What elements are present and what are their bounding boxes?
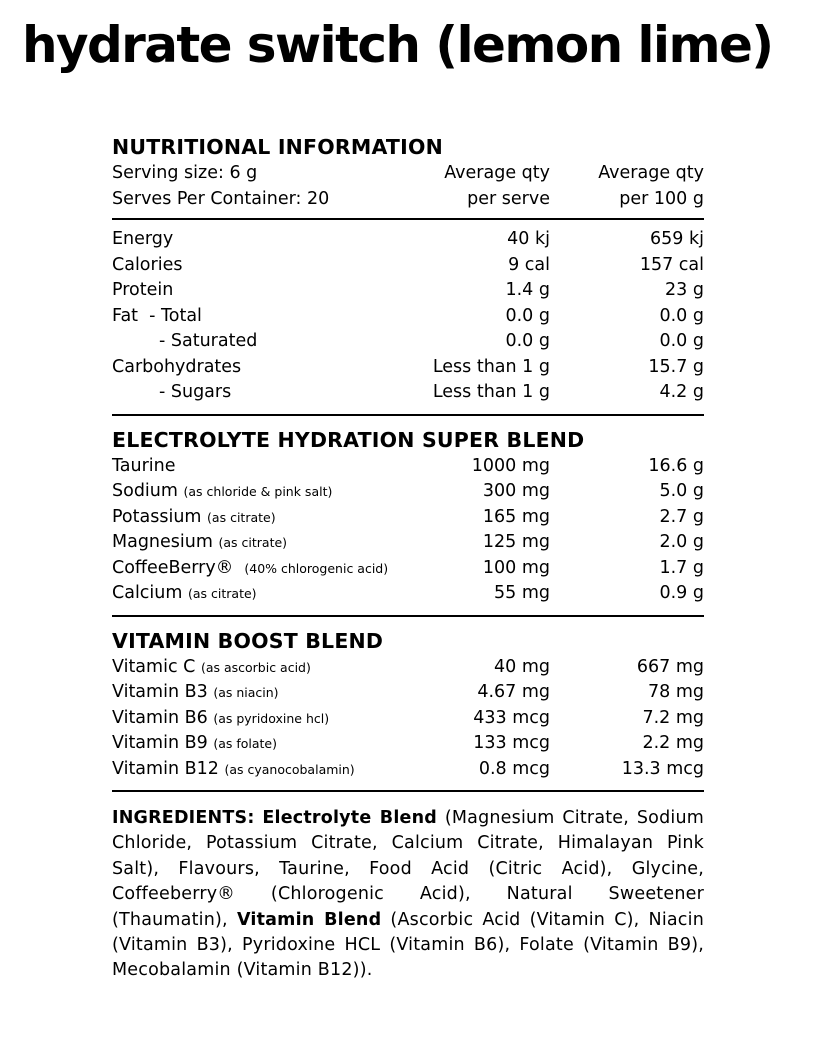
per-100-value: 2.0 g — [659, 532, 704, 552]
vitamin-name-cell — [112, 680, 412, 706]
per-serve-value: 433 mcg — [473, 707, 550, 728]
nutrition-heading: NUTRITIONAL INFORMATION — [112, 135, 443, 159]
divider — [112, 218, 704, 220]
vitamin-blend-label: Vitamin Blend — [236, 909, 382, 930]
per-100-value: 0.0 g — [659, 305, 704, 326]
product-title: hydrate switch (lemon lime) — [22, 16, 773, 74]
per-serve-value: 165 mg — [482, 506, 550, 527]
ingredient-name: Taurine — [112, 455, 176, 476]
vitamin-name-cell — [112, 706, 412, 732]
col-per-serve-line2: per serve — [467, 188, 550, 209]
table-row — [112, 706, 704, 732]
vitamin-name-cell — [112, 731, 412, 757]
ingredient-name-cell — [112, 454, 412, 480]
vitamin-name: Vitamin B12 — [112, 758, 219, 779]
ingredient-name: Sodium — [112, 481, 178, 501]
vitamin-name: Vitamin B6 — [112, 707, 208, 728]
per-serve-value: 1000 mg — [471, 455, 550, 476]
per-serve-value: 4.67 mg — [477, 682, 550, 702]
per-100-value: 2.7 g — [659, 506, 704, 527]
vitamin-name-cell — [112, 655, 412, 681]
per-serve-value: 0.0 g — [505, 331, 550, 351]
divider — [112, 615, 704, 617]
per-100-value: 0.0 g — [659, 331, 704, 351]
vitamin-blend-text: (Ascorbic Acid (Vitamin C), Niacin (Vitamin B3), Pyridoxine HCL (Vitamin B6), Folate (Vitamin B9), Mecobalamin (Vitamin B12)). — [112, 909, 704, 981]
per-serve-value: 300 mg — [482, 481, 550, 501]
per-100-value: 23 g — [665, 280, 704, 300]
ingredient-name-cell — [112, 505, 412, 531]
ingredients-paragraph — [112, 806, 704, 984]
table-row — [112, 278, 704, 304]
vitamin-note: (as cyanocobalamin) — [224, 761, 355, 777]
electrolyte-blend-text: (Magnesium Citrate, Sodium Chloride, Potassium Citrate, Calcium Citrate, Himalayan Pink Salt), Flavours, Taurine, Food Acid (Citric Acid), Glycine, Coffeeberry® (Chlorogenic Acid), Natural Sweetener (Thaumatin), — [112, 808, 704, 930]
table-row — [112, 680, 704, 706]
electrolyte-heading: ELECTROLYTE HYDRATION SUPER BLEND — [112, 427, 585, 452]
vitamin-note: (as ascorbic acid) — [200, 659, 311, 675]
vitamin-note: (as niacin) — [213, 685, 279, 700]
per-100-value: 0.9 g — [659, 583, 704, 603]
per-serve-value: 133 mcg — [473, 733, 550, 753]
ingredient-name: CoffeeBerry® — [112, 557, 234, 578]
nutrient-name: Energy — [112, 229, 174, 249]
ingredient-note: (as citrate) — [188, 586, 257, 601]
table-row — [112, 479, 704, 505]
per-100-value: 4.2 g — [659, 382, 704, 402]
per-100-value: 1.7 g — [659, 557, 704, 578]
per-100-value: 157 cal — [639, 254, 704, 275]
vitamin-name: Vitamin B9 — [112, 733, 208, 753]
table-row — [112, 227, 704, 253]
per-100-value: 15.7 g — [648, 356, 704, 377]
nutrient-name: - Saturated — [159, 331, 258, 351]
serving-size: Serving size: 6 g — [112, 163, 258, 183]
vitamin-note: (as folate) — [213, 736, 277, 751]
nutrient-name: Calories — [112, 254, 183, 275]
ingredient-name: Potassium — [112, 506, 202, 527]
per-100-value: 5.0 g — [659, 481, 704, 501]
ingredient-note: (40% chlorogenic acid) — [244, 560, 389, 576]
per-serve-value: Less than 1 g — [432, 356, 550, 377]
vitamin-heading: VITAMIN BOOST BLEND — [112, 628, 384, 653]
table-row — [112, 454, 704, 480]
per-100-value: 78 mg — [648, 682, 704, 702]
ingredient-name-cell — [112, 556, 412, 582]
table-row — [112, 304, 704, 330]
nutrient-name: Carbohydrates — [112, 356, 242, 377]
table-row — [112, 355, 704, 381]
per-serve-value: 100 mg — [482, 557, 550, 578]
nutrient-name: Fat - Total — [112, 305, 202, 326]
table-row — [112, 581, 704, 607]
table-row — [112, 329, 704, 355]
table-row — [112, 530, 704, 556]
per-100-value: 7.2 mg — [642, 707, 704, 728]
serves-per-container-row — [112, 187, 704, 213]
per-100-value: 667 mg — [636, 656, 704, 677]
serves-per-container: Serves Per Container: 20 — [112, 188, 330, 209]
per-serve-value: 9 cal — [508, 254, 550, 275]
per-serve-value: 1.4 g — [505, 280, 550, 300]
ingredient-note: (as citrate) — [207, 509, 276, 525]
table-row — [112, 731, 704, 757]
per-100-value: 16.6 g — [648, 455, 704, 476]
table-row — [112, 757, 704, 783]
table-row — [112, 655, 704, 681]
table-row — [112, 253, 704, 279]
per-serve-value: 0.0 g — [505, 305, 550, 326]
per-serve-value: 125 mg — [482, 532, 550, 552]
per-serve-value: 55 mg — [494, 583, 550, 603]
serving-size-row — [112, 161, 704, 187]
divider — [112, 790, 704, 792]
vitamin-name: Vitamin B3 — [112, 682, 208, 702]
col-per-100-line1: Average qty — [598, 163, 704, 183]
table-row — [112, 505, 704, 531]
ingredient-name-cell — [112, 479, 412, 505]
ingredient-note: (as citrate) — [218, 535, 288, 550]
per-100-value: 659 kj — [650, 229, 704, 249]
per-serve-value: 0.8 mcg — [478, 758, 550, 779]
ingredient-name-cell — [112, 581, 412, 607]
vitamin-name-cell — [112, 757, 412, 783]
table-row — [112, 380, 704, 406]
vitamin-name: Vitamic C — [112, 656, 196, 677]
per-serve-value: Less than 1 g — [432, 382, 550, 402]
nutrient-name: - Sugars — [159, 382, 232, 402]
vitamin-note: (as pyridoxine hcl) — [213, 710, 330, 726]
nutrition-panel — [112, 133, 704, 984]
nutrient-name: Protein — [112, 280, 174, 300]
ingredient-note: (as chloride & pink salt) — [183, 484, 333, 499]
divider — [112, 414, 704, 416]
col-per-serve-line1: Average qty — [444, 163, 550, 183]
table-row — [112, 556, 704, 582]
ingredient-name: Calcium — [112, 583, 183, 603]
ingredients-label: INGREDIENTS: — [112, 808, 255, 828]
per-serve-value: 40 mg — [494, 656, 550, 677]
per-100-value: 2.2 mg — [642, 733, 704, 753]
col-per-100-line2: per 100 g — [619, 188, 704, 209]
per-serve-value: 40 kj — [507, 229, 550, 249]
electrolyte-blend-label: Electrolyte Blend — [262, 808, 437, 828]
per-100-value: 13.3 mcg — [621, 758, 704, 779]
ingredient-name: Magnesium — [112, 532, 213, 552]
ingredient-name-cell — [112, 530, 412, 556]
